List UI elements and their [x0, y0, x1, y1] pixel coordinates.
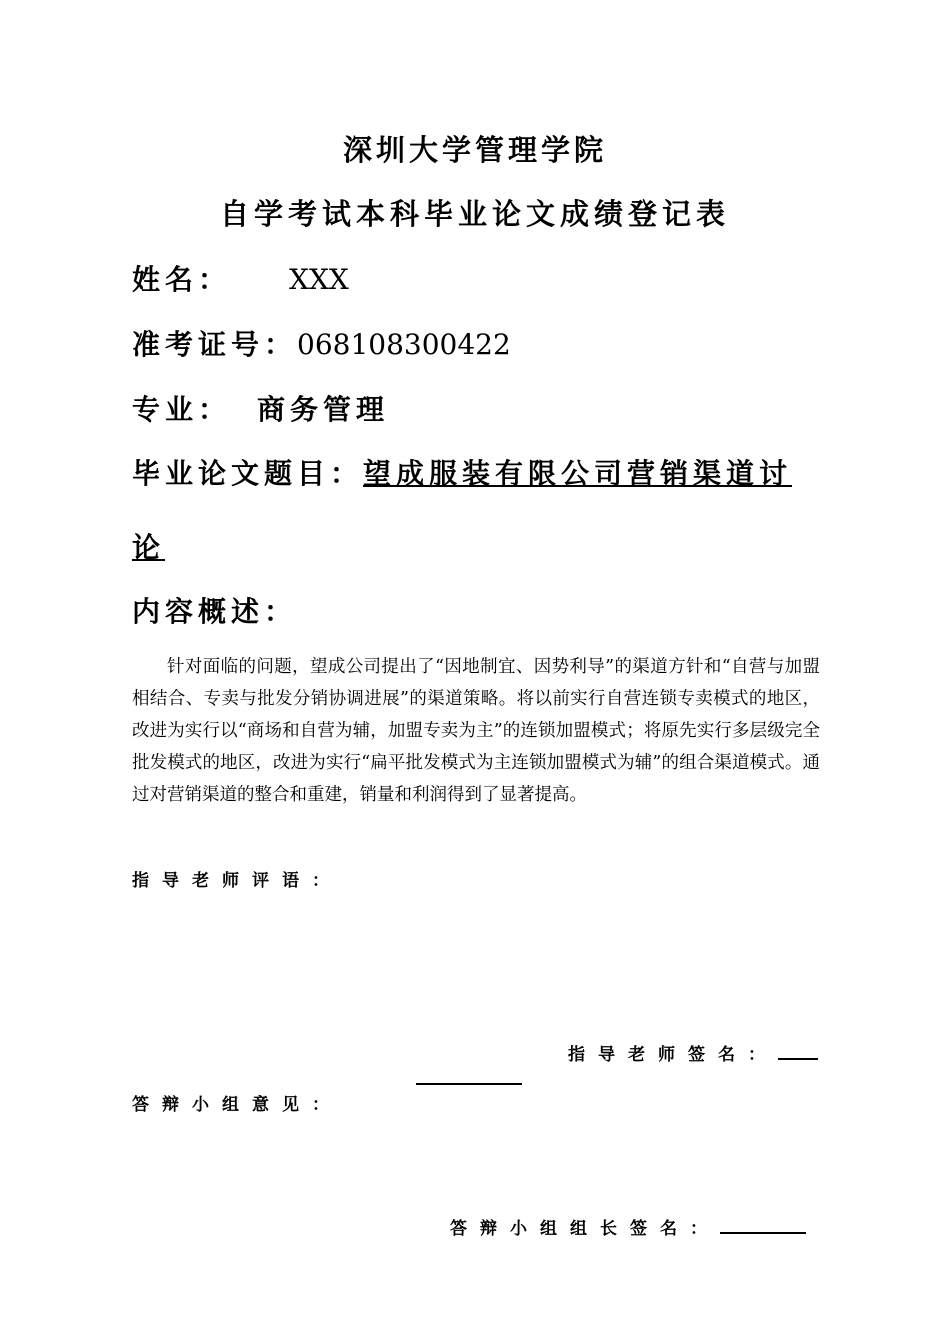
panel-opinion-label: 答辩小组意见：: [132, 1095, 342, 1115]
thesis-topic-field: [132, 452, 792, 492]
advisor-signature-label: 指导老师签名：: [568, 1045, 778, 1065]
exam-id-field: [132, 323, 511, 363]
institution-title: 深圳大学管理学院: [342, 133, 607, 167]
name-label: 姓名：: [132, 263, 232, 296]
thesis-topic-value-continued: 论: [132, 531, 166, 564]
summary-text: 针对面临的问题，望成公司提出了“因地制宜、因势利导”的渠道方针和“自营与加盟相结合、专卖与批发分销协调进展”的渠道策略。将以前实行自营连锁专卖模式的地区，改进为实行以“商场和自营为辅，加盟专卖为主”的连锁加盟模式；将原先实行多层级完全批发模式的地区，改进为实行“扁平批发模式为主连锁加盟模式为辅”的组合渠道模式。通过对营销渠道的整合和重建，销量和利润得到了显著提高。: [132, 657, 820, 805]
advisor-signature: [568, 1040, 818, 1065]
advisor-signature-line-continued: [416, 1083, 522, 1085]
panel-leader-signature-label: 答辩小组组长签名：: [450, 1219, 720, 1239]
panel-leader-signature: [450, 1214, 806, 1239]
form-title: 自学考试本科毕业论文成绩登记表: [219, 197, 730, 231]
panel-leader-signature-line[interactable]: [720, 1231, 806, 1234]
major-value: 商务管理: [257, 393, 390, 426]
advisor-signature-line[interactable]: [778, 1057, 818, 1060]
thesis-topic-value: 望成服装有限公司营销渠道讨: [363, 457, 793, 490]
summary-label: 内容概述：: [132, 595, 298, 628]
thesis-topic-label: 毕业论文题目：: [132, 457, 364, 490]
exam-id-label: 准考证号：: [132, 328, 298, 361]
name-value: XXX: [289, 263, 349, 296]
major-field: [132, 388, 389, 428]
advisor-comment-label: 指导老师评语：: [132, 871, 342, 891]
major-label: 专业：: [132, 393, 232, 426]
name-field: [132, 258, 349, 298]
exam-id-value: 068108300422: [297, 328, 511, 361]
